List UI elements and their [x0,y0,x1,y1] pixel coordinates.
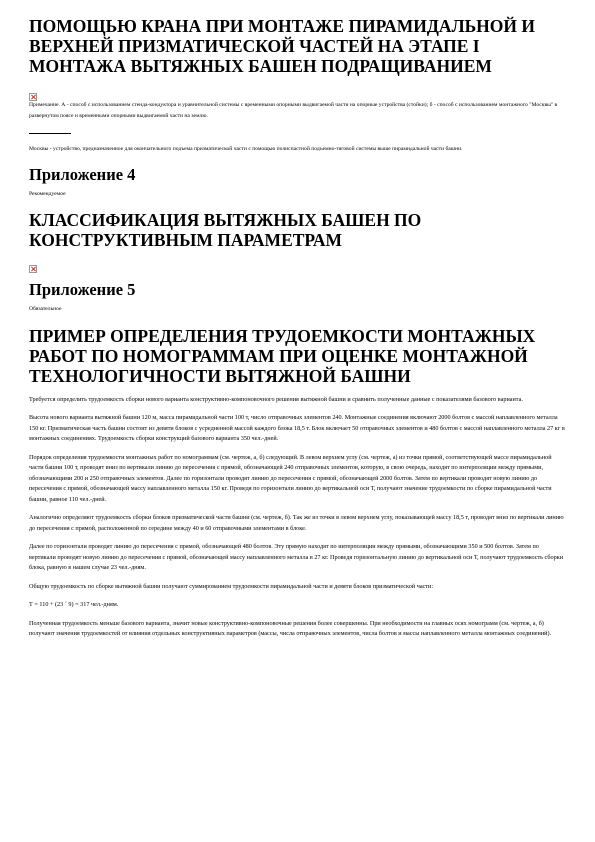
paragraph: Далее по горизонтали проводят линию до пересечения с прямой, обозначающей 480 болтов. Эту прямую находят по интерполяции между прямыми, обозначающими 350 и 500 болтов. Затем по вертикали проводят новую линию до пересечения с прямой, обозначающей массу наплавленного металла в 27 кг. Проведя горизонтальную линию до вертикальной оси Т, получают трудоемкость сборки блока, равную в нашем случае 23 чел.-дням. [29,543,564,572]
document-page [29,16,566,640]
footnote-divider [29,133,71,134]
paragraph: Порядок определения трудоемкости монтажных работ по номограммам (см. чертеж, а, б) следующий. В левом верхнем углу (см. чертеж, а) из точки прямой, соответствующей массе пирамидальной части башни 100 т, проводят вниз по вертикали линию до пересечения с прямой, обозначающей 240 отправочных элементов, которую, в свою очередь, находят по интерполяции между прямыми, обозначающими 200 и 250 отправочных элементов. Далее по горизонтали проводят линию до пересечения с прямой, обозначающей 2000 болтов. Затем по вертикали проводят новую линию до пересечения с прямой, обозначающей массу наплавленного металла 150 кг. Проведя по горизонтали линию до вертикальной оси Т, получают значение трудоемкости по сборке пирамидальной части башни, равное 110 чел.-дней. [29,453,552,503]
appendix-4-status: Рекомендуемое [29,190,66,197]
figure-placeholder [29,88,566,98]
broken-image-icon [29,265,37,273]
example-heading: ПРИМЕР ОПРЕДЕЛЕНИЯ ТРУДОЕМКОСТИ МОНТАЖНЫХ РАБОТ ПО НОМОГРАММАМ ПРИ ОЦЕНКЕ МОНТАЖНОЙ ТЕХНОЛОГИЧНОСТИ ВЫТЯЖНОЙ БАШНИ [29,325,536,386]
appendix-5-status: Обязательное [29,306,62,313]
classification-heading: КЛАССИФИКАЦИЯ ВЫТЯЖНЫХ БАШЕН ПО КОНСТРУКТИВНЫМ ПАРАМЕТРАМ [29,210,422,251]
footnote-text: Москвы - устройство, предназначенное для окончательного подъема призматической части с помощью полиспастной подъемно-тяговой системы выше пирамидальной части башни. [29,146,463,153]
broken-image-icon [29,93,37,101]
figure-caption: Примечание. А - способ с использованием стенда-кондуктора и уравнительной системы с временными опорными выдвигаемой части на опорные устройства (стойки); б - способ с использованием монтажного "Москвы" в развернутом поясе и временными опорными выдвигаемой части на землю. [29,102,558,119]
formula: Т = 110 + (23 ´ 9) = 317 чел.-дням. [29,601,119,609]
paragraph: Аналогично определяют трудоемкость сборки блоков призматической части башни (см. чертеж, б). Так же из точки в левом верхнем углу, показывающей массу 18,5 т, проводят вниз по вертикали линию до пересечения с прямой, расположенной по середине между 40 и 60 отправочными элементами в блоке. [29,514,564,532]
paragraph: Требуется определить трудоемкость сборки нового варианта конструктивно-компоновочного решения вытяжной башни и сравнить полученные данные с показателями базового варианта. [29,395,523,403]
appendix-4-title: Приложение 4 [29,164,136,184]
paragraph: Общую трудоемкость по сборке вытяжной башни получают суммированием трудоемкости пирамидальной части и девяти блоков призматической части: [29,582,434,590]
classification-figure-placeholder [29,260,566,270]
paragraph: Полученная трудоемкость меньше базового варианта, значит новые конструктивно-компоновочные решения более совершенны. При необходимости на главных осях номограмм (см. чертеж, а, б) получают значения трудоемкостей от влияния отдельных конструктивных параметров (массы, числа отправочных элементов, числа болтов и массы наплавленного металла монтажных соединений). [29,619,552,638]
appendix-5-title: Приложение 5 [29,280,136,300]
section-heading: ПОМОЩЬЮ КРАНА ПРИ МОНТАЖЕ ПИРАМИДАЛЬНОЙ И ВЕРХНЕЙ ПРИЗМАТИЧЕСКОЙ ЧАСТЕЙ НА ЭТАПЕ I МОНТАЖА ВЫТЯЖНЫХ БАШЕН ПОДРАЩИВАНИЕМ [29,16,535,76]
paragraph: Высота нового варианта вытяжной башни 120 м, масса пирамидальной части 100 т, число отправочных элементов 240. Монтажные соединения включают 2000 болтов с массой наплавленного металла 150 кг. Призматическая часть башни состоит из девяти блоков с усредненной массой каждого блока 18,5 т. Блок включает 50 отправочных элементов и 480 болтов с массой наплавленного металла 27 кг в монтажных соединениях. Трудоемкость сборки конструкций базового варианта 350 чел.-дней. [29,414,565,443]
